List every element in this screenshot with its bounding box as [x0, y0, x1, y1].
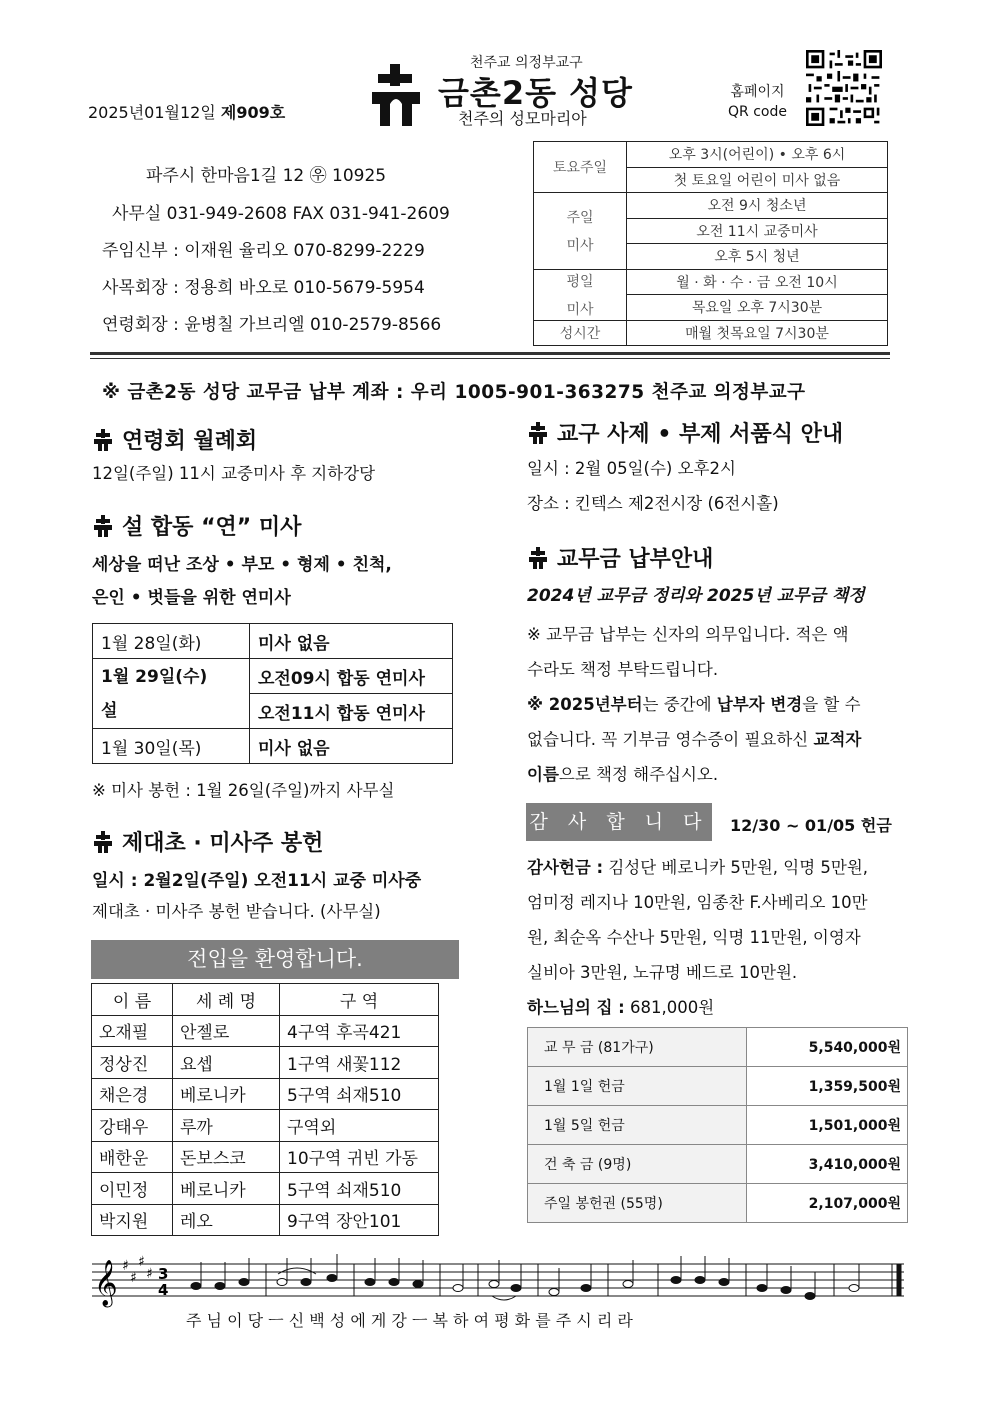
notes-icon [191, 1254, 901, 1300]
table-row [528, 1028, 908, 1067]
svg-text:♯: ♯ [146, 1266, 153, 1282]
music-staff [92, 1252, 908, 1312]
gift-line-3: 원, 최순옥 수산나 5만원, 익명 11만원, 이영자 [527, 928, 861, 947]
table-row [528, 1145, 908, 1184]
altar-candles-date: 일시 : 2월2일(주일) 오전11시 교중 미사중 [92, 871, 422, 891]
tithe-p2-f: 이름 [527, 765, 559, 784]
tithe-subtitle: 2024년 교무금 정리와 2025년 교무금 책정 [527, 586, 865, 606]
tithe-p2-a: 는 중간에 [642, 695, 717, 714]
section-title-text: 교무금 납부안내 [557, 547, 714, 572]
member-baptism-name: 루까 [173, 1110, 280, 1142]
tithe-p2-mark: ※ 2025년부터 [527, 695, 643, 714]
table-row [92, 1173, 439, 1205]
member-name: 박지원 [92, 1204, 173, 1236]
welcome-banner: 전입을 환영합니다. [91, 940, 459, 979]
thanks-banner: 감 사 합 니 다 [526, 803, 712, 841]
tithe-p1-line1: ※ 교무금 납부는 신자의 의무입니다. 적은 액 [527, 625, 849, 644]
table-row [528, 1184, 908, 1223]
donation-label: 교 무 금 (81가구) [528, 1028, 747, 1067]
table-header-row [92, 984, 439, 1016]
member-name: 채은경 [92, 1078, 173, 1110]
sat-label: 토요주일 [534, 142, 627, 193]
member-baptism-name: 레오 [173, 1204, 280, 1236]
sun-label-1: 주일 [566, 209, 594, 226]
thanks-period: 12/30 ~ 01/05 헌금 [730, 816, 892, 835]
sol-date-main-2: 설 [101, 700, 118, 721]
col-header-district: 구 역 [280, 984, 439, 1016]
sol-value: 오전11시 합동 연미사 [250, 694, 453, 729]
section-title-ordination [527, 417, 843, 448]
qr-label-line2: QR code [728, 104, 787, 120]
table-row [528, 1067, 908, 1106]
sun-label [534, 193, 627, 270]
cross-icon [92, 831, 114, 853]
holy-hour-time: 매월 첫목요일 7시30분 [627, 320, 888, 346]
ordination-place: 장소 : 킨텍스 제2전시장 (6전시홀) [527, 494, 779, 513]
donation-amount: 3,410,000원 [747, 1145, 908, 1184]
weekday-label [534, 269, 627, 320]
header-divider [90, 352, 890, 355]
qr-code-icon[interactable] [806, 50, 882, 126]
key-signature-icon [122, 1254, 153, 1286]
gift-line-4: 실비아 3만원, 노규명 베드로 10만원. [527, 963, 798, 982]
council-contact: 사목회장 : 정용희 바오로 010-5679-5954 [102, 278, 425, 298]
pastor-contact: 주임신부 : 이재원 율리오 070-8299-2229 [102, 241, 425, 261]
house-value: 681,000원 [624, 998, 715, 1017]
section-title-text: 연령회 월례회 [122, 429, 258, 454]
gift-line-1: 김성단 베로니카 5만원, 익명 5만원, [603, 858, 869, 877]
weekday-label-1: 평일 [566, 273, 594, 290]
gift-line-2: 엄미정 레지나 10만원, 임종찬 F.사베리오 10만 [527, 893, 868, 912]
table-row [92, 1204, 439, 1236]
donation-amount: 1,359,500원 [747, 1067, 908, 1106]
time-sig-bottom: 4 [158, 1281, 169, 1299]
tithe-p2-b: 납부자 변경 [716, 695, 803, 714]
donations-table [527, 1027, 908, 1223]
member-baptism-name: 안젤로 [173, 1015, 280, 1047]
weekday-time-1: 월 · 화 · 수 · 금 오전 10시 [627, 269, 888, 295]
sol-date-main-1: 1월 29일(수) [101, 666, 208, 687]
table-row [92, 1015, 439, 1047]
diocese-name: 천주교 의정부교구 [470, 55, 583, 71]
member-name: 강태우 [92, 1110, 173, 1142]
office-phone: 사무실 031-949-2608 FAX 031-941-2609 [112, 204, 450, 224]
section-title-text: 교구 사제 • 부제 서품식 안내 [557, 422, 844, 447]
ordination-date: 일시 : 2월 05일(수) 오후2시 [527, 459, 736, 478]
table-row [528, 1106, 908, 1145]
time-sig-top: 3 [158, 1265, 169, 1283]
sun-time-1: 오전 9시 청소년 [627, 193, 888, 219]
sol-date: 1월 28일(화) [93, 624, 250, 659]
house-label: 하느님의 집 : [527, 998, 625, 1017]
cross-icon [527, 547, 549, 569]
gift-label: 감사헌금 : [527, 858, 604, 877]
section-title-new-year-mass [92, 510, 301, 541]
qr-label-line1: 홈페이지 [730, 84, 785, 100]
cross-icon [527, 422, 549, 444]
sun-label-2: 미사 [566, 237, 594, 254]
altar-candles-note: 제대초 · 미사주 봉헌 받습니다. (사무실) [92, 902, 381, 921]
cross-icon [92, 515, 114, 537]
patron-name: 천주의 성모마리아 [458, 109, 587, 128]
donation-amount: 5,540,000원 [747, 1028, 908, 1067]
account-notice: ※ 금촌2동 성당 교무금 납부 계좌 : 우리 1005-901-363275 천주교 의정부교구 [102, 382, 806, 403]
header-divider-thin [90, 358, 890, 359]
issue-date [88, 100, 285, 123]
date-text: 2025년01월12일 [88, 103, 216, 122]
member-name: 배한운 [92, 1141, 173, 1173]
sol-date-main [93, 659, 250, 729]
section-title-text: 설 합동 “연” 미사 [122, 515, 302, 540]
member-baptism-name: 돈보스코 [173, 1141, 280, 1173]
col-header-baptism: 세 례 명 [173, 984, 280, 1016]
memorial-meeting-text: 12일(주일) 11시 교중미사 후 지하강당 [92, 464, 376, 483]
new-year-mass-desc-2: 은인 • 벗들을 위한 연미사 [92, 588, 291, 608]
cross-icon [92, 429, 114, 451]
parish-address: 파주시 한마음1길 12 ㉾ 10925 [146, 166, 387, 186]
sun-time-2: 오전 11시 교중미사 [627, 218, 888, 244]
tithe-paragraph-1 [527, 617, 903, 687]
donation-amount: 2,107,000원 [747, 1184, 908, 1223]
col-header-name: 이 름 [92, 984, 173, 1016]
sol-value: 미사 없음 [250, 729, 453, 764]
member-district: 구역외 [280, 1110, 439, 1142]
svg-text:♯: ♯ [138, 1254, 145, 1270]
member-district: 10구역 귀빈 가동 [280, 1141, 439, 1173]
section-title-text: 제대초 · 미사주 봉헌 [122, 831, 324, 856]
new-year-mass-table [92, 623, 453, 764]
sat-time-1: 오후 3시(어린이) • 오후 6시 [627, 142, 888, 168]
weekday-time-2: 목요일 오후 7시30분 [627, 295, 888, 321]
donation-amount: 1,501,000원 [747, 1106, 908, 1145]
tithe-p2-g: 으로 책정 해주십시오. [558, 765, 719, 784]
member-district: 4구역 후곡421 [280, 1015, 439, 1047]
donation-label: 1월 5일 헌금 [528, 1106, 747, 1145]
member-district: 5구역 쇠재510 [280, 1173, 439, 1205]
new-members-table [91, 983, 439, 1236]
table-row [92, 1047, 439, 1079]
sol-value: 오전09시 합동 연미사 [250, 659, 453, 694]
member-name: 정상진 [92, 1047, 173, 1079]
donation-label: 1월 1일 헌금 [528, 1067, 747, 1106]
parish-logo-icon [366, 64, 426, 128]
member-baptism-name: 베로니카 [173, 1173, 280, 1205]
holy-hour-label: 성시간 [534, 320, 627, 346]
member-name: 오재필 [92, 1015, 173, 1047]
member-name: 이민정 [92, 1173, 173, 1205]
treble-clef-icon: 𝄞 [94, 1260, 118, 1306]
member-baptism-name: 요셉 [173, 1047, 280, 1079]
table-row [92, 1141, 439, 1173]
tithe-p2-e: 교적자 [813, 730, 862, 749]
donation-label: 주일 봉헌권 (55명) [528, 1184, 747, 1223]
elders-contact: 연령회장 : 윤병칠 가브리엘 010-2579-8566 [102, 315, 442, 335]
qr-label [728, 82, 787, 122]
svg-text:♯: ♯ [130, 1270, 137, 1286]
sun-time-3: 오후 5시 청년 [627, 244, 888, 270]
mass-offering-note: ※ 미사 봉헌 : 1월 26일(주일)까지 사무실 [92, 781, 395, 800]
mass-schedule-table [533, 141, 888, 346]
tithe-p1-line2: 수라도 책정 부탁드립니다. [527, 660, 719, 679]
sol-value: 미사 없음 [250, 624, 453, 659]
weekday-label-2: 미사 [566, 301, 594, 318]
gift-list [527, 850, 903, 1025]
parish-title: 금촌2동 성당 [438, 74, 633, 112]
tithe-p2-d: 없습니다. 꼭 기부금 영수증이 필요하신 [527, 730, 814, 749]
new-year-mass-desc-1: 세상을 떠난 조상 • 부모 • 형제 • 친척, [92, 555, 392, 575]
table-row [92, 1078, 439, 1110]
tithe-paragraph-2 [527, 687, 903, 792]
donation-label: 건 축 금 (9명) [528, 1145, 747, 1184]
member-district: 9구역 장안101 [280, 1204, 439, 1236]
tithe-p2-c: 을 할 수 [802, 695, 861, 714]
sol-date: 1월 30일(목) [93, 729, 250, 764]
section-title-altar-candles [92, 826, 323, 857]
section-title-memorial-meeting [92, 424, 257, 455]
member-district: 5구역 쇠재510 [280, 1078, 439, 1110]
section-title-tithe [527, 542, 713, 573]
member-district: 1구역 새꽃112 [280, 1047, 439, 1079]
table-row [92, 1110, 439, 1142]
sat-time-2: 첫 토요일 어린이 미사 없음 [627, 167, 888, 193]
svg-text:♯: ♯ [122, 1258, 129, 1274]
member-baptism-name: 베로니카 [173, 1078, 280, 1110]
song-lyrics: 주 님 이 당 ㅡ 신 백 성 에 게 강 ㅡ 복 하 여 평 화 를 주 시 리 라 [186, 1311, 633, 1330]
issue-number: 제909호 [220, 103, 286, 122]
